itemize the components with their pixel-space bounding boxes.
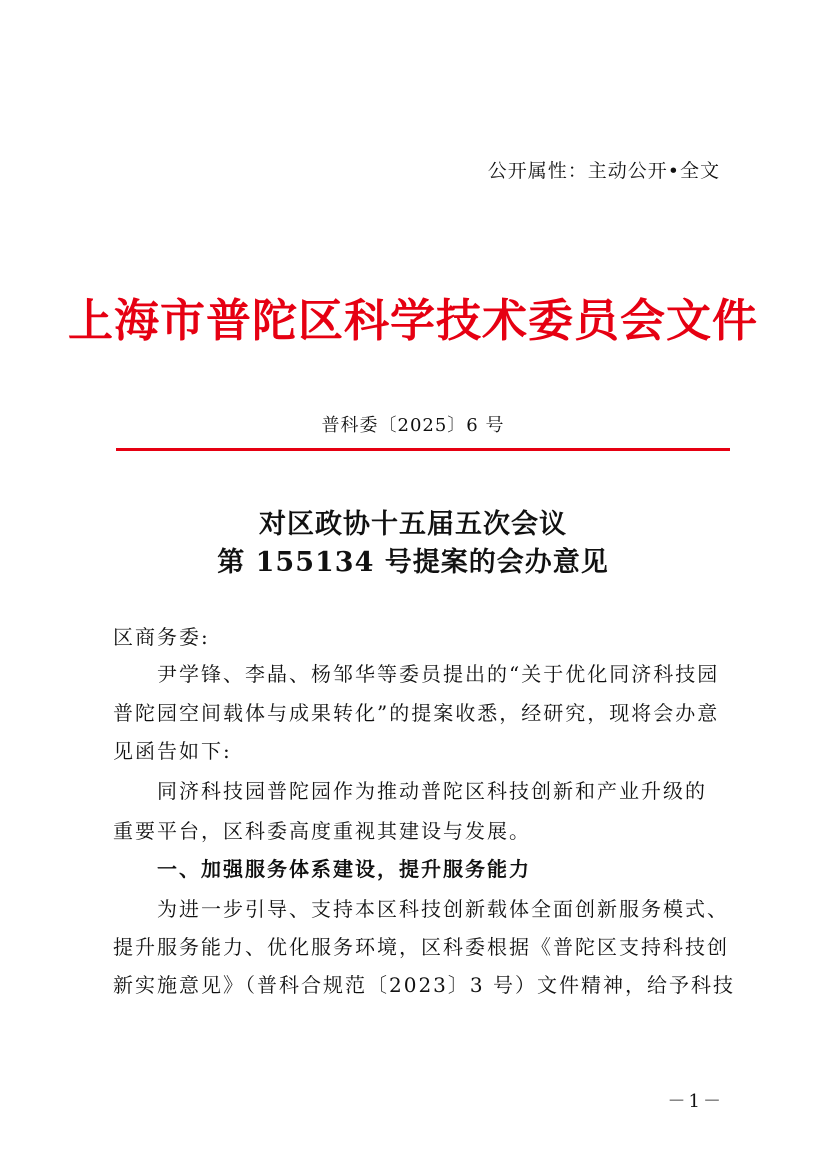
paragraph-2-line-2: 重要平台，区科委高度重视其建设与发展。 <box>113 819 531 843</box>
document-title-line-2: 第 155134 号提案的会办意见 <box>217 547 609 578</box>
document-title-line-1: 对区政协十五届五次会议 <box>259 509 567 540</box>
paragraph-3-line-2: 提升服务能力、优化服务环境，区科委根据《普陀区支持科技创 <box>113 935 729 959</box>
disclosure-label: 公开属性：主动公开•全文 <box>487 160 720 182</box>
paragraph-1-line-1: 尹学锋、李晶、杨邹华等委员提出的“关于优化同济科技园 <box>157 662 720 686</box>
section-heading-1: 一、加强服务体系建设，提升服务能力 <box>157 857 531 881</box>
paragraph-2-line-1: 同济科技园普陀园作为推动普陀区科技创新和产业升级的 <box>157 779 707 803</box>
salutation: 区商务委: <box>113 625 210 649</box>
red-divider-line <box>116 448 730 451</box>
document-number: 普科委〔2025〕6 号 <box>321 415 505 436</box>
document-header-title: 上海市普陀区科学技术委员会文件 <box>67 294 758 347</box>
paragraph-1-line-3: 见函告如下: <box>113 739 232 763</box>
paragraph-1-line-2: 普陀园空间载体与成果转化”的提案收悉，经研究，现将会办意 <box>113 701 720 725</box>
page-number: －1－ <box>667 1091 724 1112</box>
paragraph-3-line-3: 新实施意见》（普科合规范〔2023〕3 号）文件精神，给予科技 <box>113 973 735 997</box>
paragraph-3-line-1: 为进一步引导、支持本区科技创新载体全面创新服务模式、 <box>157 897 729 921</box>
